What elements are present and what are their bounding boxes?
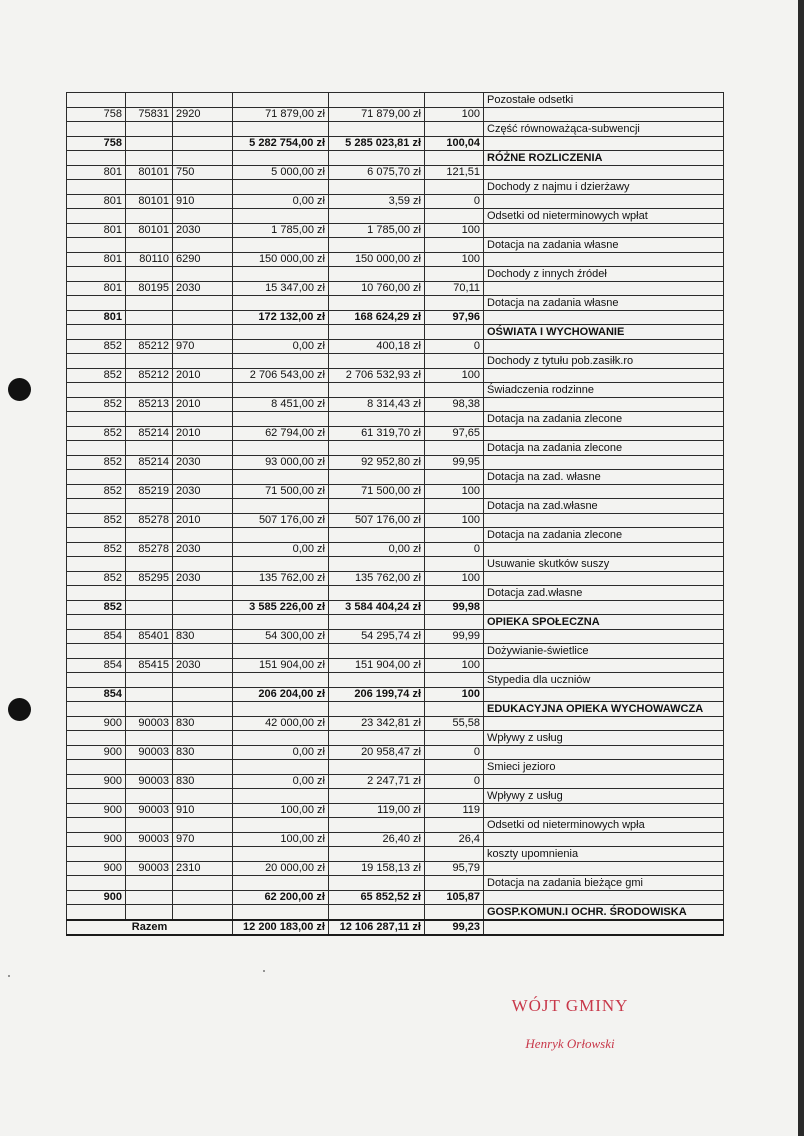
percent-cell: 100 [425, 107, 484, 122]
description-cell: Część równoważąca-subwencji [484, 122, 724, 137]
description-cell: RÓŻNE ROZLICZENIA [484, 151, 724, 166]
execution-amount-cell: 54 295,74 zł [329, 629, 425, 644]
table-row [67, 571, 724, 586]
chapter-cell [126, 687, 173, 702]
table-row [67, 93, 724, 108]
description-cell: OŚWIATA I WYCHOWANIE [484, 325, 724, 340]
paragraph-cell: 2030 [173, 484, 233, 499]
description-row [67, 470, 724, 485]
description-cell: Stypedia dla uczniów [484, 673, 724, 688]
plan-amount-cell: 0,00 zł [233, 745, 329, 760]
division-cell: 900 [67, 803, 126, 818]
summary-row [67, 136, 724, 151]
percent-cell: 70,11 [425, 281, 484, 296]
description-row [67, 818, 724, 833]
division-cell: 801 [67, 252, 126, 267]
execution-amount-cell: 2 247,71 zł [329, 774, 425, 789]
percent-cell: 99,95 [425, 455, 484, 470]
percent-cell: 100 [425, 223, 484, 238]
description-row [67, 383, 724, 398]
execution-amount-cell: 26,40 zł [329, 832, 425, 847]
table-row [67, 281, 724, 296]
execution-amount-cell: 65 852,52 zł [329, 890, 425, 905]
division-cell: 852 [67, 542, 126, 557]
chapter-cell: 85214 [126, 426, 173, 441]
percent-cell: 99,98 [425, 600, 484, 615]
chapter-cell: 90003 [126, 803, 173, 818]
division-cell: 900 [67, 832, 126, 847]
execution-amount-cell: 507 176,00 zł [329, 513, 425, 528]
percent-cell: 100 [425, 687, 484, 702]
division-cell: 801 [67, 194, 126, 209]
plan-amount-cell: 151 904,00 zł [233, 658, 329, 673]
description-cell: EDUKACYJNA OPIEKA WYCHOWAWCZA [484, 702, 724, 717]
chapter-cell: 85212 [126, 339, 173, 354]
division-cell: 852 [67, 455, 126, 470]
description-row [67, 151, 724, 166]
percent-cell: 97,65 [425, 426, 484, 441]
division-cell: 852 [67, 600, 126, 615]
plan-amount-cell: 150 000,00 zł [233, 252, 329, 267]
chapter-cell: 85295 [126, 571, 173, 586]
total-row [67, 920, 724, 936]
paragraph-cell: 2030 [173, 542, 233, 557]
total-label: Razem [67, 920, 233, 936]
total-percent: 99,23 [425, 920, 484, 936]
summary-row [67, 890, 724, 905]
execution-amount-cell: 20 958,47 zł [329, 745, 425, 760]
table-row [67, 716, 724, 731]
division-cell: 758 [67, 136, 126, 151]
description-row [67, 876, 724, 891]
table-row [67, 745, 724, 760]
plan-amount-cell: 0,00 zł [233, 339, 329, 354]
table-row [67, 397, 724, 412]
execution-amount-cell: 135 762,00 zł [329, 571, 425, 586]
description-row [67, 528, 724, 543]
chapter-cell [126, 890, 173, 905]
division-cell: 852 [67, 426, 126, 441]
percent-cell: 99,99 [425, 629, 484, 644]
execution-amount-cell: 400,18 zł [329, 339, 425, 354]
description-cell: Dotacja na zadania bieżące gmi [484, 876, 724, 891]
total-execution: 12 106 287,11 zł [329, 920, 425, 936]
table-row [67, 774, 724, 789]
table-row [67, 165, 724, 180]
execution-amount-cell: 71 879,00 zł [329, 107, 425, 122]
table-row [67, 803, 724, 818]
division-cell: 854 [67, 629, 126, 644]
execution-amount-cell: 119,00 zł [329, 803, 425, 818]
execution-amount-cell: 3,59 zł [329, 194, 425, 209]
description-cell: Odsetki od nieterminowych wpłat [484, 209, 724, 224]
description-cell: Wpływy z usług [484, 789, 724, 804]
chapter-cell [126, 600, 173, 615]
chapter-cell: 90003 [126, 832, 173, 847]
plan-amount-cell: 20 000,00 zł [233, 861, 329, 876]
description-row [67, 586, 724, 601]
division-cell: 801 [67, 310, 126, 325]
table-row [67, 107, 724, 122]
chapter-cell: 85415 [126, 658, 173, 673]
table-row [67, 861, 724, 876]
percent-cell: 100 [425, 484, 484, 499]
percent-cell: 0 [425, 774, 484, 789]
paragraph-cell: 830 [173, 745, 233, 760]
plan-amount-cell: 5 282 754,00 zł [233, 136, 329, 151]
description-cell: Dotacja na zadania własne [484, 238, 724, 253]
paragraph-cell: 2030 [173, 223, 233, 238]
division-cell: 854 [67, 658, 126, 673]
plan-amount-cell: 62 200,00 zł [233, 890, 329, 905]
description-row [67, 673, 724, 688]
execution-amount-cell: 6 075,70 zł [329, 165, 425, 180]
chapter-cell: 80110 [126, 252, 173, 267]
chapter-cell: 80101 [126, 165, 173, 180]
table-row [67, 629, 724, 644]
description-cell: Dotacja na zad. własne [484, 470, 724, 485]
execution-amount-cell: 5 285 023,81 zł [329, 136, 425, 151]
chapter-cell: 90003 [126, 774, 173, 789]
plan-amount-cell: 15 347,00 zł [233, 281, 329, 296]
paragraph-cell: 970 [173, 832, 233, 847]
paragraph-cell: 6290 [173, 252, 233, 267]
description-cell: GOSP.KOMUN.I OCHR. ŚRODOWISKA [484, 905, 724, 920]
chapter-cell: 90003 [126, 716, 173, 731]
description-row [67, 702, 724, 717]
plan-amount-cell: 5 000,00 zł [233, 165, 329, 180]
execution-amount-cell: 206 199,74 zł [329, 687, 425, 702]
chapter-cell: 85212 [126, 368, 173, 383]
percent-cell: 121,51 [425, 165, 484, 180]
chapter-cell: 75831 [126, 107, 173, 122]
execution-amount-cell: 2 706 532,93 zł [329, 368, 425, 383]
description-cell: Dotacja na zadania zlecone [484, 528, 724, 543]
header-description: Pozostałe odsetki [484, 93, 724, 108]
plan-amount-cell: 172 132,00 zł [233, 310, 329, 325]
summary-row [67, 310, 724, 325]
percent-cell: 97,96 [425, 310, 484, 325]
plan-amount-cell: 3 585 226,00 zł [233, 600, 329, 615]
chapter-cell: 85214 [126, 455, 173, 470]
description-cell: Wpływy z usług [484, 731, 724, 746]
paragraph-cell: 910 [173, 194, 233, 209]
description-row [67, 238, 724, 253]
paragraph-cell: 830 [173, 716, 233, 731]
description-row [67, 354, 724, 369]
percent-cell: 100 [425, 252, 484, 267]
paragraph-cell: 2010 [173, 368, 233, 383]
description-cell: koszty upomnienia [484, 847, 724, 862]
percent-cell: 95,79 [425, 861, 484, 876]
scan-edge [798, 0, 804, 1136]
execution-amount-cell: 1 785,00 zł [329, 223, 425, 238]
description-row [67, 209, 724, 224]
summary-row [67, 600, 724, 615]
division-cell: 852 [67, 484, 126, 499]
description-cell: Świadczenia rodzinne [484, 383, 724, 398]
table-row [67, 455, 724, 470]
plan-amount-cell: 135 762,00 zł [233, 571, 329, 586]
execution-amount-cell: 151 904,00 zł [329, 658, 425, 673]
punch-hole-bottom [8, 698, 31, 721]
description-row [67, 847, 724, 862]
division-cell: 900 [67, 716, 126, 731]
execution-amount-cell: 8 314,43 zł [329, 397, 425, 412]
percent-cell: 0 [425, 542, 484, 557]
table-row [67, 658, 724, 673]
division-cell: 852 [67, 368, 126, 383]
table-row [67, 368, 724, 383]
execution-amount-cell: 71 500,00 zł [329, 484, 425, 499]
plan-amount-cell: 1 785,00 zł [233, 223, 329, 238]
percent-cell: 0 [425, 194, 484, 209]
paragraph-cell: 970 [173, 339, 233, 354]
execution-amount-cell: 19 158,13 zł [329, 861, 425, 876]
plan-amount-cell: 206 204,00 zł [233, 687, 329, 702]
paragraph-cell: 750 [173, 165, 233, 180]
paragraph-cell: 2310 [173, 861, 233, 876]
execution-amount-cell: 23 342,81 zł [329, 716, 425, 731]
description-row [67, 905, 724, 920]
division-cell: 900 [67, 890, 126, 905]
description-row [67, 615, 724, 630]
plan-amount-cell: 0,00 zł [233, 774, 329, 789]
plan-amount-cell: 62 794,00 zł [233, 426, 329, 441]
description-cell: Dotacja na zadania własne [484, 296, 724, 311]
description-row [67, 644, 724, 659]
description-cell: Smieci jezioro [484, 760, 724, 775]
description-row [67, 731, 724, 746]
plan-amount-cell: 71 879,00 zł [233, 107, 329, 122]
paragraph-cell: 910 [173, 803, 233, 818]
division-cell: 852 [67, 571, 126, 586]
table-row [67, 832, 724, 847]
chapter-cell: 85401 [126, 629, 173, 644]
chapter-cell [126, 136, 173, 151]
paragraph-cell [173, 136, 233, 151]
percent-cell: 0 [425, 339, 484, 354]
paragraph-cell: 2920 [173, 107, 233, 122]
paragraph-cell [173, 310, 233, 325]
chapter-cell: 80101 [126, 194, 173, 209]
percent-cell: 100 [425, 368, 484, 383]
percent-cell: 100 [425, 658, 484, 673]
revenue-table [66, 92, 724, 936]
punch-hole-top [8, 378, 31, 401]
description-cell: Dochody z tytułu pob.zasiłk.ro [484, 354, 724, 369]
paragraph-cell: 830 [173, 774, 233, 789]
description-row [67, 122, 724, 137]
plan-amount-cell: 54 300,00 zł [233, 629, 329, 644]
chapter-cell: 85213 [126, 397, 173, 412]
description-cell: Dożywianie-świetlice [484, 644, 724, 659]
division-cell: 852 [67, 513, 126, 528]
chapter-cell [126, 310, 173, 325]
description-cell: Usuwanie skutków suszy [484, 557, 724, 572]
chapter-cell: 80195 [126, 281, 173, 296]
execution-amount-cell: 61 319,70 zł [329, 426, 425, 441]
description-row [67, 325, 724, 340]
stamp-signature-name: Henryk Orłowski [525, 1036, 615, 1051]
description-cell: Dotacja na zadania zlecone [484, 412, 724, 427]
table-row [67, 339, 724, 354]
description-row [67, 760, 724, 775]
plan-amount-cell: 71 500,00 zł [233, 484, 329, 499]
division-cell: 852 [67, 397, 126, 412]
chapter-cell: 90003 [126, 745, 173, 760]
execution-amount-cell: 150 000,00 zł [329, 252, 425, 267]
execution-amount-cell: 92 952,80 zł [329, 455, 425, 470]
chapter-cell: 85219 [126, 484, 173, 499]
scan-speck [8, 975, 10, 977]
scan-speck [263, 970, 265, 972]
table-row [67, 252, 724, 267]
description-cell: Odsetki od nieterminowych wpła [484, 818, 724, 833]
revenue-table-body [67, 93, 724, 920]
execution-amount-cell: 3 584 404,24 zł [329, 600, 425, 615]
table-row [67, 484, 724, 499]
paragraph-cell [173, 600, 233, 615]
description-row [67, 499, 724, 514]
percent-cell: 105,87 [425, 890, 484, 905]
paragraph-cell: 2010 [173, 426, 233, 441]
percent-cell: 55,58 [425, 716, 484, 731]
division-cell: 900 [67, 774, 126, 789]
paragraph-cell: 2030 [173, 281, 233, 296]
percent-cell: 0 [425, 745, 484, 760]
chapter-cell: 90003 [126, 861, 173, 876]
chapter-cell: 85278 [126, 542, 173, 557]
plan-amount-cell: 42 000,00 zł [233, 716, 329, 731]
table-row [67, 542, 724, 557]
total-section [67, 920, 724, 936]
description-cell: Dotacja na zad.własne [484, 499, 724, 514]
chapter-cell: 80101 [126, 223, 173, 238]
description-row [67, 441, 724, 456]
description-row [67, 412, 724, 427]
division-cell: 758 [67, 107, 126, 122]
percent-cell: 26,4 [425, 832, 484, 847]
paragraph-cell [173, 687, 233, 702]
description-row [67, 267, 724, 282]
plan-amount-cell: 93 000,00 zł [233, 455, 329, 470]
plan-amount-cell: 100,00 zł [233, 803, 329, 818]
plan-amount-cell: 8 451,00 zł [233, 397, 329, 412]
paragraph-cell: 2010 [173, 513, 233, 528]
division-cell: 900 [67, 861, 126, 876]
percent-cell: 119 [425, 803, 484, 818]
stamp-title: WÓJT GMINY [511, 996, 629, 1015]
execution-amount-cell: 10 760,00 zł [329, 281, 425, 296]
plan-amount-cell: 507 176,00 zł [233, 513, 329, 528]
description-cell: OPIEKA SPOŁECZNA [484, 615, 724, 630]
division-cell: 900 [67, 745, 126, 760]
execution-amount-cell: 168 624,29 zł [329, 310, 425, 325]
execution-amount-cell: 0,00 zł [329, 542, 425, 557]
table-row [67, 223, 724, 238]
division-cell: 801 [67, 165, 126, 180]
percent-cell: 100 [425, 513, 484, 528]
summary-row [67, 687, 724, 702]
plan-amount-cell: 0,00 zł [233, 542, 329, 557]
paragraph-cell: 2030 [173, 571, 233, 586]
description-cell: Dochody z innych źródeł [484, 267, 724, 282]
description-row [67, 180, 724, 195]
percent-cell: 98,38 [425, 397, 484, 412]
plan-amount-cell: 100,00 zł [233, 832, 329, 847]
division-cell: 854 [67, 687, 126, 702]
table-row [67, 513, 724, 528]
paragraph-cell [173, 890, 233, 905]
plan-amount-cell: 0,00 zł [233, 194, 329, 209]
description-row [67, 789, 724, 804]
paragraph-cell: 830 [173, 629, 233, 644]
division-cell: 801 [67, 281, 126, 296]
paragraph-cell: 2030 [173, 455, 233, 470]
description-cell: Dochody z najmu i dzierżawy [484, 180, 724, 195]
description-cell: Dotacja na zadania zlecone [484, 441, 724, 456]
plan-amount-cell: 2 706 543,00 zł [233, 368, 329, 383]
percent-cell: 100,04 [425, 136, 484, 151]
chapter-cell: 85278 [126, 513, 173, 528]
description-row [67, 296, 724, 311]
total-plan: 12 200 183,00 zł [233, 920, 329, 936]
paragraph-cell: 2030 [173, 658, 233, 673]
division-cell: 801 [67, 223, 126, 238]
percent-cell: 100 [425, 571, 484, 586]
paragraph-cell: 2010 [173, 397, 233, 412]
table-row [67, 194, 724, 209]
description-cell: Dotacja zad.własne [484, 586, 724, 601]
table-row [67, 426, 724, 441]
division-cell: 852 [67, 339, 126, 354]
description-row [67, 557, 724, 572]
